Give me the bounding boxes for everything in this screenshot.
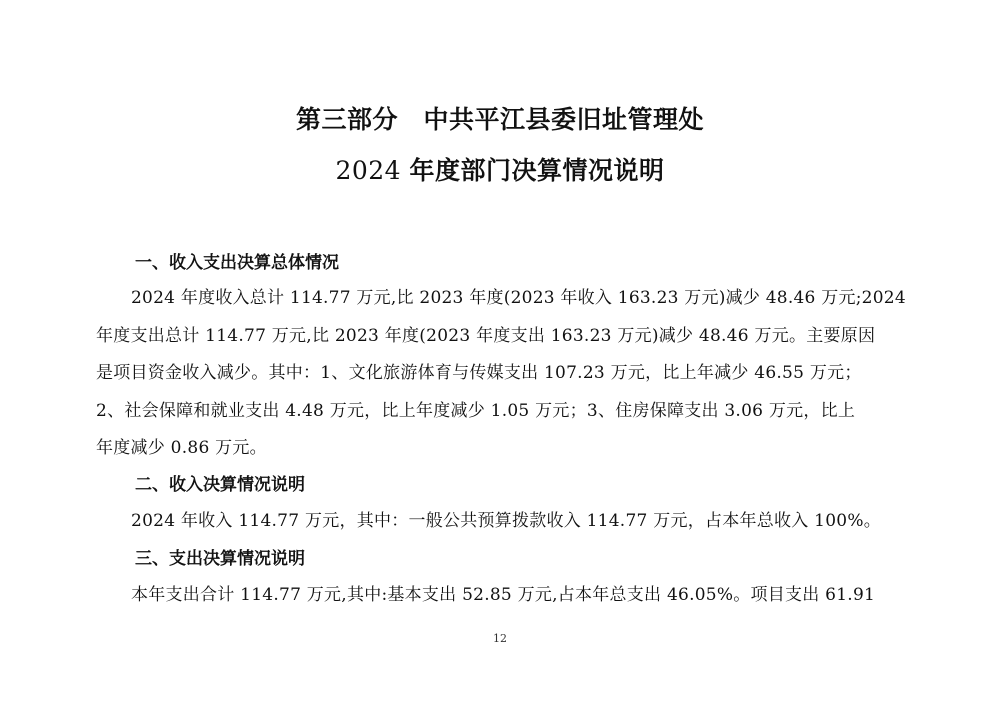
section-heading-1: 一、收入支出决算总体情况 xyxy=(135,253,339,273)
paragraph-line: 2024 年度收入总计 114.77 万元,比 2023 年度(2023 年收入 163.23 万元)减少 48.46 万元;2024 xyxy=(131,288,906,308)
subtitle-year: 2024 xyxy=(335,156,402,185)
paragraph-line: 年度减少 0.86 万元。 xyxy=(96,438,267,458)
section-heading-3: 三、支出决算情况说明 xyxy=(135,549,305,569)
paragraph-line: 本年支出合计 114.77 万元,其中:基本支出 52.85 万元,占本年总支出 46.05%。项目支出 61.91 xyxy=(131,585,876,605)
paragraph-line: 2、社会保障和就业支出 4.48 万元，比上年度减少 1.05 万元；3、住房保障支出 3.06 万元，比上 xyxy=(96,401,856,421)
page-number: 12 xyxy=(493,632,507,645)
document-subtitle xyxy=(0,151,1000,187)
subtitle-text: 年度部门决算情况说明 xyxy=(409,156,665,185)
paragraph-line: 年度支出总计 114.77 万元,比 2023 年度(2023 年度支出 163.23 万元)减少 48.46 万元。主要原因 xyxy=(96,326,876,346)
section-heading-2: 二、收入决算情况说明 xyxy=(135,475,305,495)
paragraph-line: 是项目资金收入减少。其中：1、文化旅游体育与传媒支出 107.23 万元，比上年减少 46.55 万元； xyxy=(96,363,862,383)
document-title: 第三部分 中共平江县委旧址管理处 xyxy=(295,105,704,134)
paragraph-line: 2024 年收入 114.77 万元，其中：一般公共预算拨款收入 114.77 万元，占本年总收入 100%。 xyxy=(131,511,882,531)
